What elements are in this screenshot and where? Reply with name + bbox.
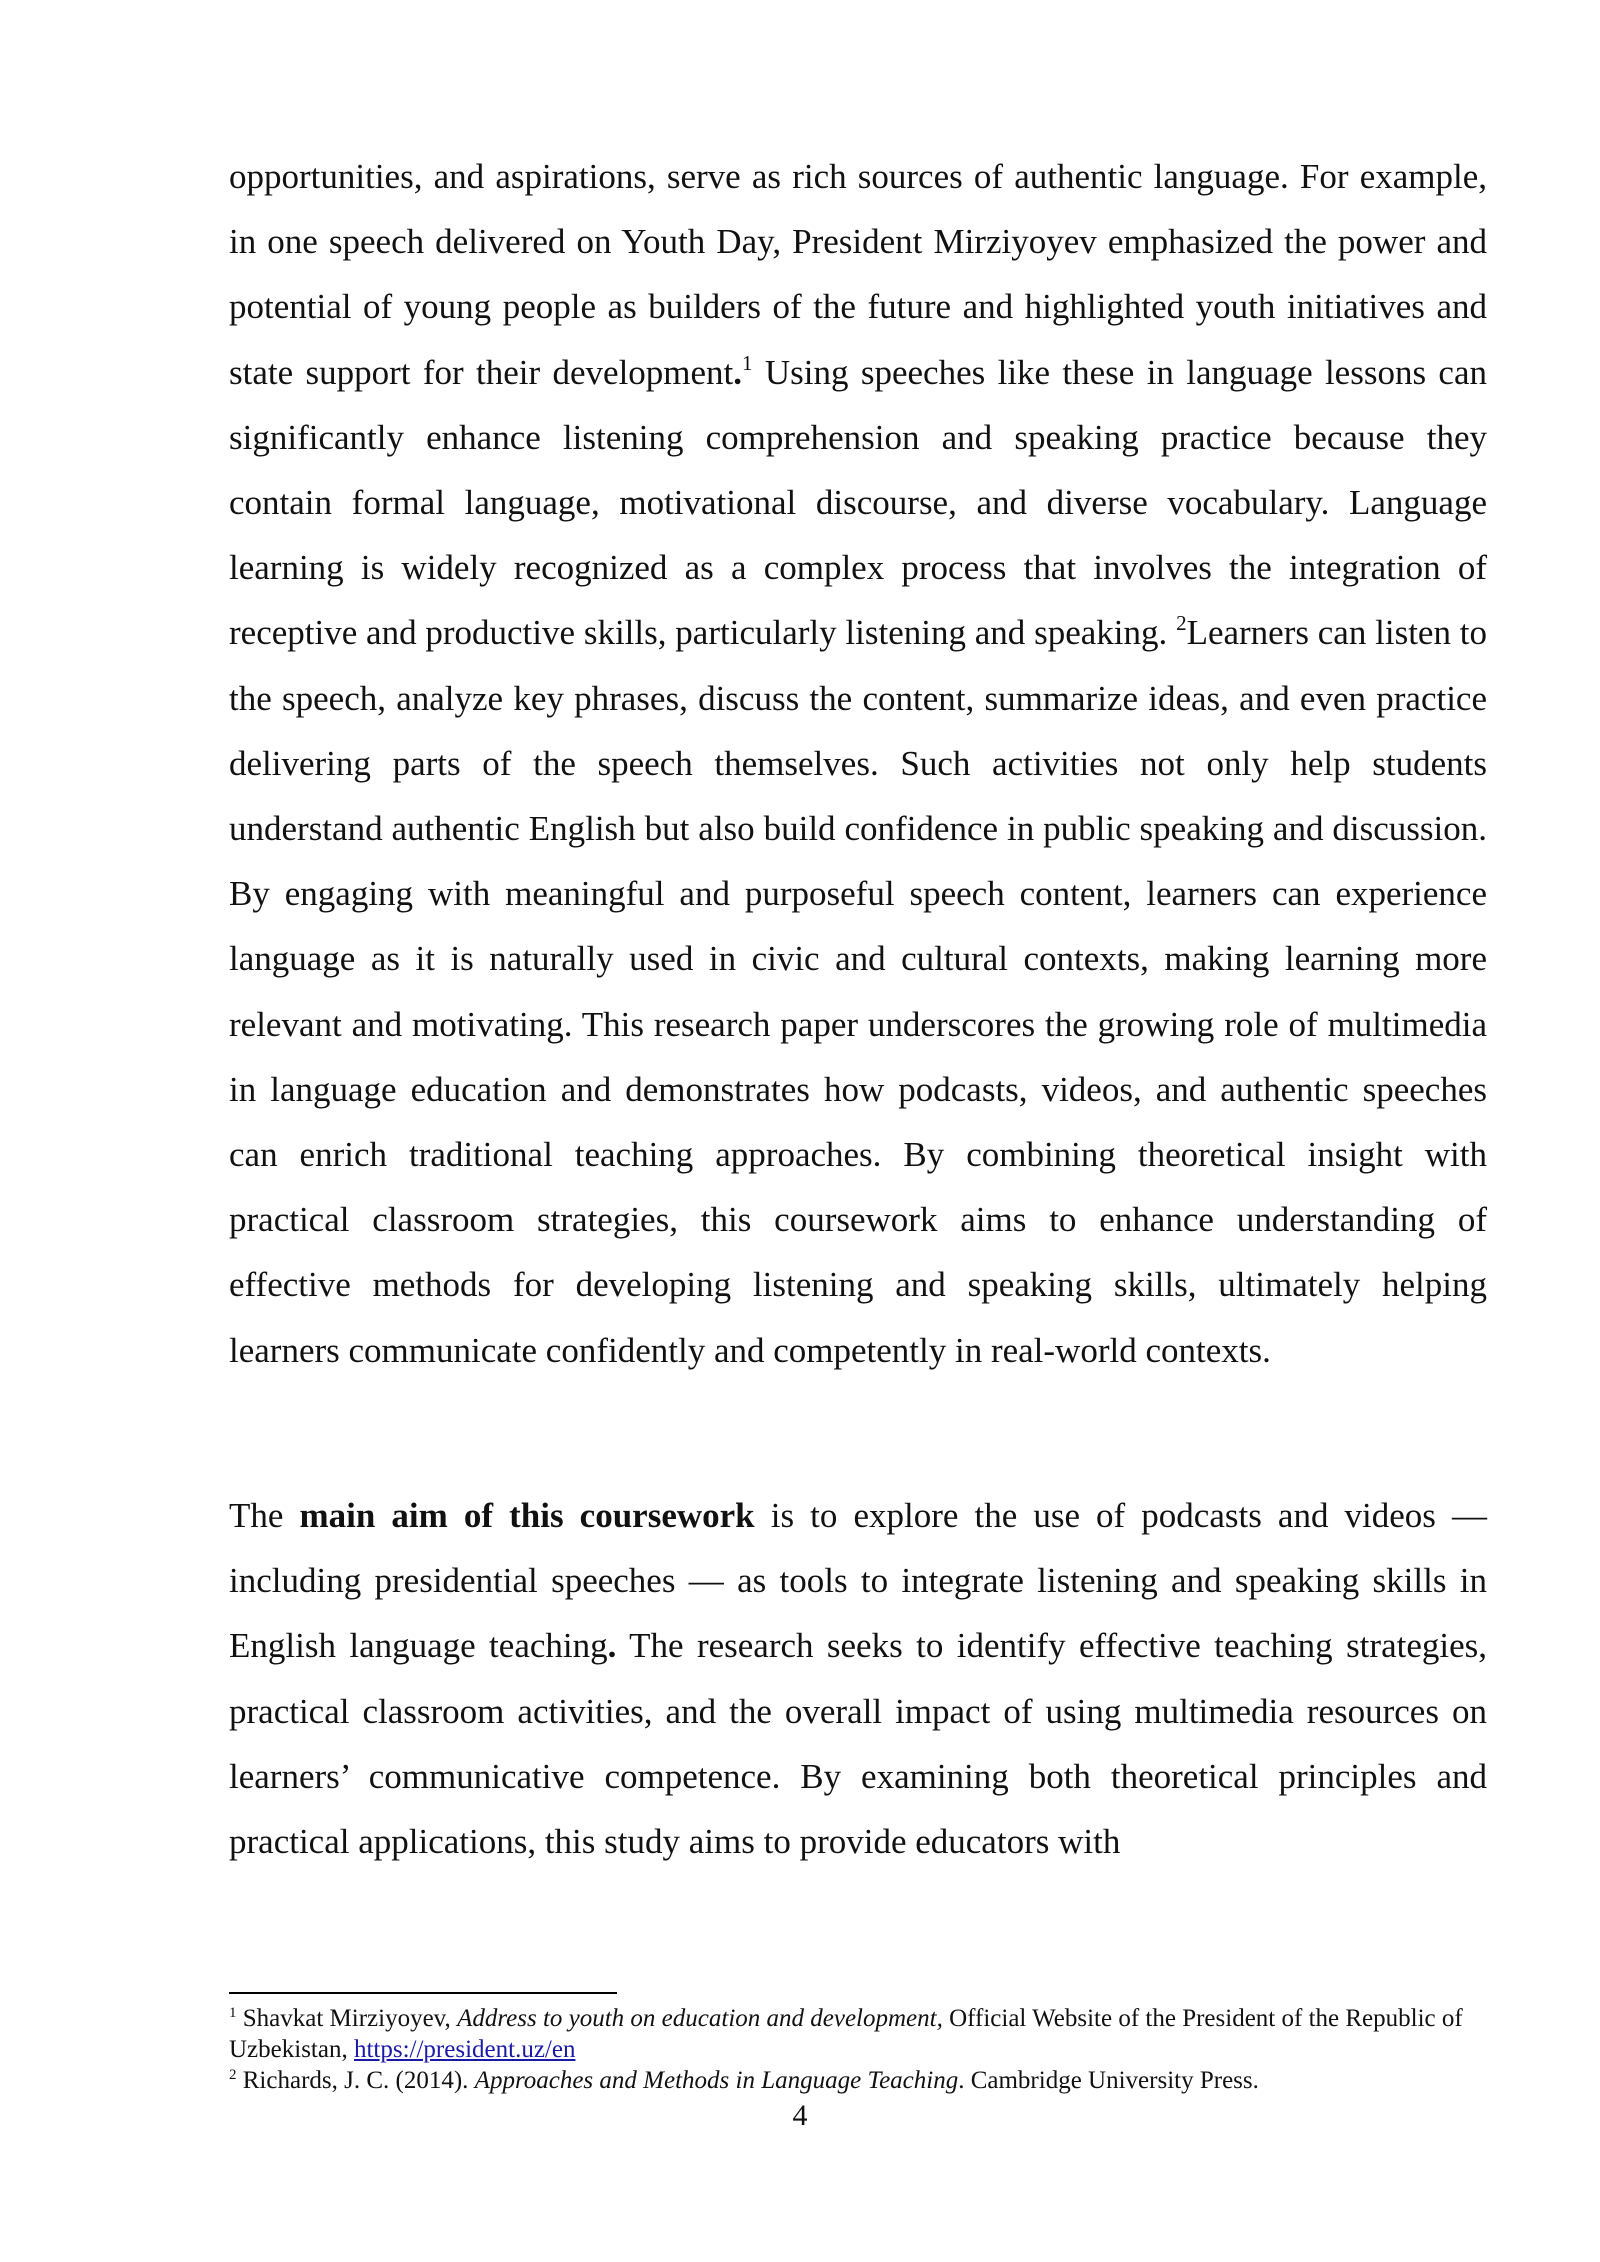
footnote-separator xyxy=(229,1992,617,1994)
footnote-link[interactable]: https://president.uz/en xyxy=(353,2036,576,2063)
footnote-author: Shavkat Mirziyoyev, xyxy=(236,2005,458,2032)
footnote-title: Address to youth on education and development, xyxy=(457,2005,943,2032)
footnote-mark: 2 xyxy=(229,2067,237,2083)
paragraph-text: Learners can listen to the speech, analyze key phrases, discuss the content, summarize ideas, and even practice delivering parts of the speech themselves. Such activities not only help students understand authentic English but also build confidence in public speaking and discussion. By engaging with meaningful and purposeful speech content, learners can experience language as it is naturally used in civic and cultural contexts, making learning more relevant and motivating. This research paper underscores the growing role of multimedia in language education and demonstrates how podcasts, videos, and authentic speeches can enrich traditional teaching approaches. By combining theoretical insight with practical classroom strategies, this coursework aims to enhance understanding of effective methods for developing listening and speaking skills, ultimately helping learners communicate confidently and competently in real-world contexts. xyxy=(229,613,1487,1370)
footnote-text: Official Website of the President of the Republic of Uzbekistan, xyxy=(229,2005,1463,2063)
footnote-ref-2[interactable]: 2 xyxy=(1176,611,1187,636)
footnote-mark: 1 xyxy=(229,2005,237,2021)
sentence-end-bold-period: . xyxy=(733,352,743,392)
footnote-text: . Cambridge University Press. xyxy=(958,2067,1259,2094)
paragraph-text: The research seeks to identify effective teaching strategies, practical classroom activities, and the overall impact of using multimedia resources on learners’ communicative competence. By examining both theoretical principles and practical applications, this study aims to provide educators with xyxy=(229,1626,1487,1862)
footnote-title: Approaches and Methods in Language Teaching xyxy=(474,2067,959,2094)
footnote-1 xyxy=(229,2003,1487,2065)
body-paragraph-2 xyxy=(229,1483,1487,1874)
paragraph-text: The xyxy=(229,1496,300,1535)
paragraph-text: Using speeches like these in language lessons can significantly enhance listening comprehension and speaking practice because they contain formal language, motivational discourse, and diverse vocabulary. Language learning is widely recognized as a complex process that involves the integration of receptive and productive skills, particularly listening and speaking. xyxy=(229,352,1487,653)
footnote-2 xyxy=(229,2065,1487,2096)
footnote-author: Richards, J. C. (2014). xyxy=(236,2067,475,2094)
body-paragraph-1 xyxy=(229,144,1487,1383)
footnotes xyxy=(229,2003,1487,2096)
paragraph-text: opportunities, and aspirations, serve as rich sources of authentic language. For example, in one speech delivered on Youth Day, President Mirziyoyev emphasized the power and potential of young people as builders of the future and highlighted youth initiatives and state support for their development xyxy=(229,157,1487,392)
paragraph-text: is to explore the use of podcasts and videos — including presidential speeches — as tools to integrate listening and speaking skills in English language teaching xyxy=(229,1496,1487,1666)
page-number: 4 xyxy=(792,2099,808,2132)
bold-phrase-main-aim: main aim of this coursework xyxy=(299,1496,755,1535)
sentence-end-bold-period: . xyxy=(607,1626,617,1666)
footnote-ref-1[interactable]: 1 xyxy=(742,350,753,375)
